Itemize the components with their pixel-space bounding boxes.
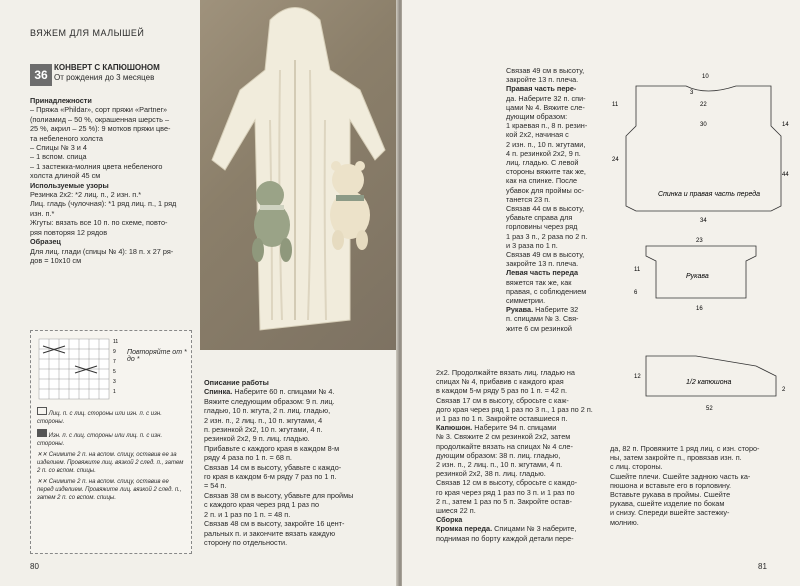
dim-sleeve-b: 16 (696, 306, 703, 312)
materials-line: 25 %, акрил – 25 %): 9 мотков пряжи цве- (30, 124, 171, 134)
dim-bottom: 34 (700, 218, 707, 224)
patterns-line: Лиц. гладь (чулочная): *1 ряд лиц. п., 1 ряд (30, 199, 177, 209)
hood-label: Капюшон. (436, 423, 473, 433)
dim-hood-h: 12 (634, 374, 641, 380)
materials-block (30, 96, 200, 265)
chart-legend (37, 407, 187, 502)
chart-row-number: 1 (113, 389, 116, 395)
materials-line: – 1 вспом. спица (30, 152, 87, 162)
pattern-title-block (54, 63, 160, 83)
section-header: ВЯЖЕМ ДЛЯ МАЛЫШЕЙ (30, 28, 145, 38)
sleeve-diagram-label: Рукава (686, 273, 709, 280)
chart-repeat-label: Повторяйте от * до * (127, 349, 187, 363)
body-label: Спинка и правая часть переда (658, 191, 761, 198)
dim-sleeve-w: 23 (696, 238, 703, 244)
hood-piece-outline (646, 356, 776, 396)
dim-hood-h2: 2 (782, 387, 786, 393)
materials-line: – Спицы № 3 и 4 (30, 143, 87, 153)
gauge-heading: Образец (30, 237, 61, 247)
patterns-line: Жгуты: вязать все 10 п. по схеме, повто- (30, 218, 168, 228)
product-photo (200, 0, 396, 350)
materials-line: та небеленого холста (30, 133, 103, 143)
patterns-heading: Используемые узоры (30, 180, 109, 190)
assembly-heading: Сборка (436, 515, 463, 525)
legend-item: ✕✕ Снимите 2 п. на вспом. спицу, оставив ее за изделием. Провяжите лиц. вязкой 2 след. п., затем 2 п. со вспом. спицы. (37, 452, 184, 474)
chart-row-number: 9 (113, 349, 116, 355)
finishing-column: да, 82 п. Провяжите 1 ряд лиц. с изн. сторо- ны, затем закройте п., провязав изн. п. с лиц. стороны. Сшейте плечи. Сшейте заднюю часть ка- пюшона и вставьте его в горловину. Вставьте рукава в проймы. Сшейте рукава, сшейте изделие по бокам и снизу. Спереди вшейте застежку- молнию. (610, 444, 760, 527)
left-front-label: Левая часть переда (506, 268, 579, 278)
pattern-number-badge: 36 (30, 64, 52, 86)
sleeve-hood-column: 2х2. Продолжайте вязать лиц. гладью на спицах № 4, прибавив с каждого края в каждом 5-м ряду 5 раз по 1 п. = 42 п. Связав 17 см в высоту, сбросьте с каж- дого края через ряд 1 раз по 3 п., 1 раз по 2 п. и 1 раз по 1 п. Закройте оставшиеся п. Капюшон. Наберите 94 п. спицами № 3. Свяжите 2 см резинкой 2х2, затем продолжайте вязать на спицах № 4 сле- дующим образом: 38 п. лиц. гладью, 2 изн. п., 2 лиц. п., 10 п. жгутами, 4 п. резинкой 2х2, 38 п. лиц. гладью. Связав 12 см в высоту, сбросьте с каждо- го края через ряд 1 раз по 3 п. и 1 раз по 2 п., затем 1 раз по 5 п. Закройте остав- шиеся 22 п. Сборка Кромка переда. Спицами № 3 наберите, поднимая по борту каждой детали пере- (436, 368, 593, 543)
chart-row-number: 7 (113, 359, 116, 365)
cable-chart-box (30, 330, 192, 554)
dim-mid: 3 (690, 90, 694, 96)
patterns-line: Резинка 2х2: *2 лиц. п., 2 изн. п.* (30, 190, 142, 200)
page-number-right: 81 (758, 562, 767, 571)
photo-illustration (200, 0, 396, 350)
cream-teddy-bear (330, 161, 370, 250)
dim-h2: 24 (612, 157, 619, 163)
dim-neck: 22 (700, 102, 707, 108)
work-heading: Описание работы (204, 378, 269, 387)
hood-diagram-label: 1/2 капюшона (686, 379, 732, 386)
legend-item: Лиц. п. с лиц. стороны или изн. п. с изн. стороны. (37, 407, 187, 426)
chart-row-number: 5 (113, 369, 116, 375)
sleeve-piece-outline (646, 246, 756, 298)
gauge-line: Для лиц. глади (спицы № 4): 18 п. х 27 ря- (30, 246, 174, 256)
materials-line: (полиамид – 50 %, окрашенная шерсть – (30, 114, 170, 124)
materials-heading: Принадлежности (30, 96, 92, 105)
patterns-line: ряя повторяя 12 рядов (30, 227, 108, 237)
materials-line: холста длиной 45 см (30, 171, 101, 181)
legend-item: Изн. п. с лиц. стороны или лиц. п. с изн. стороны. (37, 429, 187, 448)
front-column: Связав 49 см в высоту, закройте 13 п. плеча. Правая часть пере- да. Наберите 32 п. спи- цами № 4. Вяжите сле- дующим образом: 1 краевая п., 8 п. резин- кой 2х2, начиная с 2 изн. п., 10 п. жгутами, 4 п. резинкой 2х2, 9 п. лиц. гладью. С левой стороны вяжите так же, как на спинке. После убавок для проймы ос- танется 23 п. Связав 44 см в высоту, убавьте справа для горловины через ряд 1 раз 3 п., 2 раза по 2 п. и 3 раза по 1 п. Связав 49 см в высоту, закройте 13 п. плеча. Левая часть переда вяжется так же, как правая, с соблюдением симметрии. Рукава. Наберите 32 п. спицами № 3. Свя- жите 6 см резинкой (506, 66, 588, 333)
chart-row-number: 11 (113, 339, 119, 345)
chart-row-number: 3 (113, 379, 116, 385)
pattern-subtitle: От рождения до 3 месяцев (54, 73, 155, 82)
dim-sleeve-h2: 6 (634, 290, 638, 296)
dim-hood-w: 52 (706, 406, 713, 412)
materials-line: – 1 застежка-молния цвета небеленого (30, 161, 163, 171)
gauge-line: дов = 10х10 см (30, 255, 82, 265)
work-description: Описание работы Спинка. Наберите 60 п. спицами № 4. Вяжите следующим образом: 9 п. лиц. гладью, 10 п. жгута, 2 п. лиц. гладью, 2 изн. п., 2 лиц. п., 10 п. жгутами, 4 п. резинкой 2х2, 10 п. жгутами, 4 п. резинкой 2х2, 9 п. лиц. гладью. Прибавьте с каждого края в каждом 8-м ряду 4 раза по 1 п. = 68 п. Связав 14 см в высоту, убавьте с каждо- го края в каждом 6-м ряду 7 раз по 1 п. = 54 п. Связав 38 см в высоту, убавьте для проймы с каждого края через ряд 1 раз по 2 п. и 1 раз по 1 п. = 48 п. Связав 48 см в высоту, закройте 16 цент- ральных п. и закончите вязать каждую сторону по отдельности. (204, 378, 354, 547)
sleeve-label: Рукава. (506, 305, 534, 315)
legend-item: ✕✕ Снимите 2 п. на вспом. спицу, оставив ее перед изделием. Провяжите лиц. вязкой 2 след. п., затем 2 п. со вспом. спицы. (37, 479, 182, 501)
dim-h4: 14 (782, 122, 789, 128)
pattern-schematic (606, 66, 790, 436)
right-front-label: Правая часть пере- (506, 84, 577, 94)
dim-h3: 44 (782, 172, 789, 178)
back-label: Спинка. (204, 387, 233, 397)
pattern-title: КОНВЕРТ С КАПЮШОНОМ (54, 63, 160, 72)
left-page (0, 0, 398, 586)
assembly-label: Кромка переда. (436, 524, 493, 534)
dim-chest: 30 (700, 122, 707, 128)
page-number-left: 80 (30, 562, 39, 571)
materials-line: – Пряжа «Phildar», сорт пряжи «Partner» (30, 105, 168, 115)
dim-top: 10 (702, 74, 709, 80)
patterns-line: изн. п.* (30, 208, 55, 218)
dim-sleeve-h1: 11 (634, 267, 641, 273)
dim-h1: 11 (612, 102, 619, 108)
